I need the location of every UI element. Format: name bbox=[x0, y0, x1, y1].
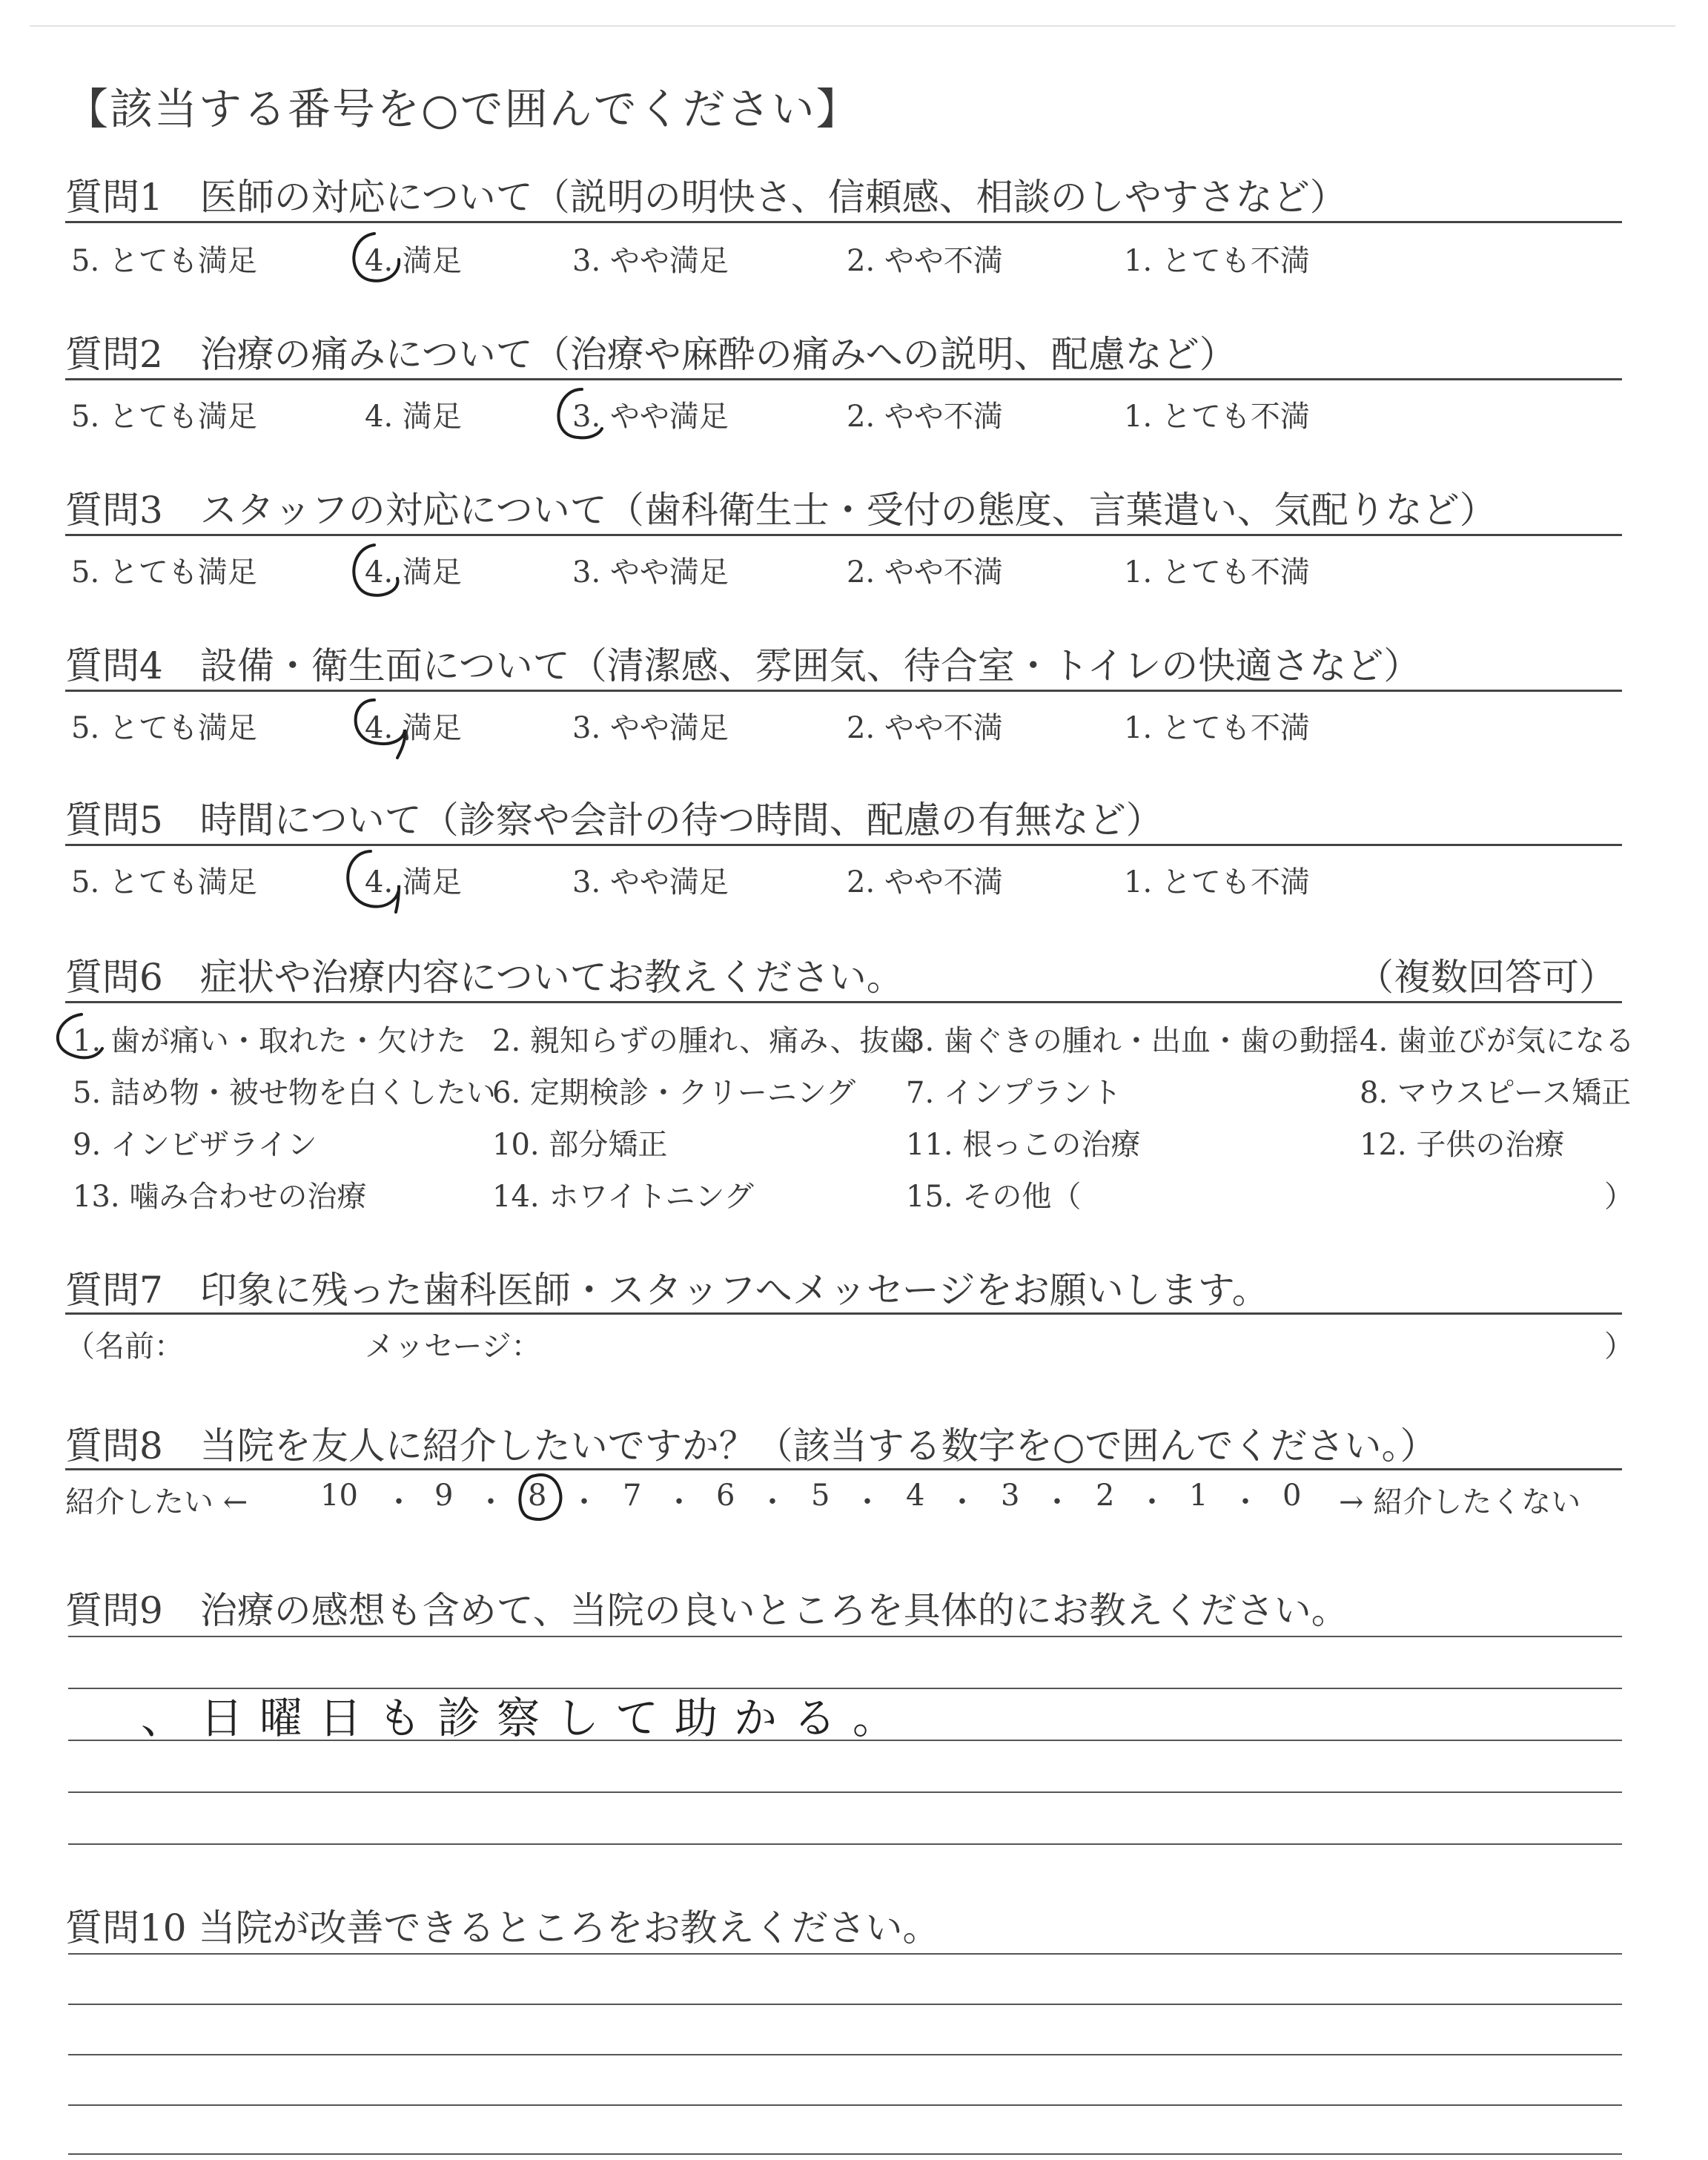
q2-option-5[interactable]: 5. とても満足 bbox=[71, 400, 257, 434]
q6-item-13[interactable]: 13. 噛み合わせの治療 bbox=[73, 1180, 367, 1214]
q6-item-11[interactable]: 11. 根っこの治療 bbox=[906, 1128, 1141, 1162]
q3-option-1[interactable]: 1. とても不満 bbox=[1124, 555, 1310, 589]
q2-circle-mark bbox=[558, 389, 602, 437]
question-1-title: 質問1 医師の対応について（説明の明快さ、信頼感、相談のしやすさなど） bbox=[65, 176, 1347, 219]
question-9-title: 質問9 治療の感想も含めて、当院の良いところを具体的にお教えください。 bbox=[65, 1589, 1348, 1632]
q6-item-12[interactable]: 12. 子供の治療 bbox=[1360, 1128, 1565, 1162]
q8-score-9[interactable]: 9 bbox=[434, 1479, 454, 1513]
q8-right-label: → 紹介したくない bbox=[1339, 1485, 1581, 1519]
q7-name-label: （名前： bbox=[65, 1330, 184, 1364]
q7-message-label: メッセージ： bbox=[365, 1330, 541, 1364]
q6-item-9[interactable]: 9. インビザライン bbox=[73, 1128, 317, 1162]
q2-option-2[interactable]: 2. やや不満 bbox=[847, 400, 1003, 434]
q8-left-label: 紹介したい ← bbox=[65, 1485, 248, 1519]
q8-sep: ・ bbox=[947, 1485, 977, 1519]
q1-circle-mark bbox=[354, 234, 399, 281]
q8-score-7[interactable]: 7 bbox=[623, 1479, 642, 1513]
q3-option-2[interactable]: 2. やや不満 bbox=[847, 555, 1003, 589]
q2-option-3[interactable]: 3. やや満足 bbox=[572, 400, 729, 434]
q6-item-8[interactable]: 8. マウスピース矯正 bbox=[1360, 1076, 1632, 1110]
q2-option-4[interactable]: 4. 満足 bbox=[365, 400, 462, 434]
q8-score-2[interactable]: 2 bbox=[1096, 1479, 1115, 1513]
q6-item-5[interactable]: 5. 詰め物・被せ物を白くしたい bbox=[73, 1076, 496, 1110]
q6-other-close: ） bbox=[1604, 1180, 1634, 1214]
question-10-title: 質問10 当院が改善できるところをお教えください。 bbox=[65, 1906, 940, 1949]
q3-option-4[interactable]: 4. 満足 bbox=[365, 555, 462, 589]
question-7-title: 質問7 印象に残った歯科医師・スタッフへメッセージをお願いします。 bbox=[65, 1269, 1269, 1312]
q6-item-14[interactable]: 14. ホワイトニング bbox=[492, 1180, 754, 1214]
q8-score-5[interactable]: 5 bbox=[811, 1479, 830, 1513]
q9-handwritten-answer: 、日曜日も診察して助かる。 bbox=[141, 1693, 913, 1743]
q8-sep: ・ bbox=[664, 1485, 694, 1519]
q4-option-4[interactable]: 4. 満足 bbox=[365, 711, 462, 745]
question-4-title: 質問4 設備・衛生面について（清潔感、雰囲気、待合室・トイレの快適さなど） bbox=[65, 644, 1421, 687]
q8-score-4[interactable]: 4 bbox=[906, 1479, 925, 1513]
q1-option-2[interactable]: 2. やや不満 bbox=[847, 244, 1003, 278]
q6-item-1[interactable]: 1. 歯が痛い・取れた・欠けた bbox=[73, 1024, 466, 1058]
q5-circle-mark bbox=[348, 851, 399, 912]
q8-circle-mark bbox=[520, 1475, 560, 1519]
q5-option-4[interactable]: 4. 満足 bbox=[365, 865, 462, 899]
page-heading: 【該当する番号を○で囲んでください】 bbox=[65, 84, 861, 134]
q4-circle-mark bbox=[356, 700, 406, 758]
q7-close: ） bbox=[1604, 1330, 1634, 1364]
q8-sep: ・ bbox=[758, 1485, 787, 1519]
q6-item-3[interactable]: 3. 歯ぐきの腫れ・出血・歯の動揺 bbox=[906, 1024, 1359, 1058]
q8-score-8[interactable]: 8 bbox=[528, 1479, 547, 1513]
q8-sep: ・ bbox=[476, 1485, 506, 1519]
q1-option-1[interactable]: 1. とても不満 bbox=[1124, 244, 1310, 278]
q8-sep: ・ bbox=[384, 1485, 414, 1519]
q8-sep: ・ bbox=[1042, 1485, 1072, 1519]
q4-option-1[interactable]: 1. とても不満 bbox=[1124, 711, 1310, 745]
question-5-title: 質問5 時間について（診察や会計の待つ時間、配慮の有無など） bbox=[65, 799, 1163, 842]
q1-option-3[interactable]: 3. やや満足 bbox=[572, 244, 729, 278]
q8-score-3[interactable]: 3 bbox=[1001, 1479, 1020, 1513]
q5-option-3[interactable]: 3. やや満足 bbox=[572, 865, 729, 899]
q3-option-3[interactable]: 3. やや満足 bbox=[572, 555, 729, 589]
q6-item-15[interactable]: 15. その他（ bbox=[906, 1180, 1082, 1214]
q1-option-5[interactable]: 5. とても満足 bbox=[71, 244, 257, 278]
q8-sep: ・ bbox=[853, 1485, 882, 1519]
q5-option-1[interactable]: 1. とても不満 bbox=[1124, 865, 1310, 899]
q6-item-6[interactable]: 6. 定期検診・クリーニング bbox=[492, 1076, 856, 1110]
question-6-title: 質問6 症状や治療内容についてお教えください。 bbox=[65, 956, 904, 999]
q3-option-5[interactable]: 5. とても満足 bbox=[71, 555, 257, 589]
question-3-title: 質問3 スタッフの対応について（歯科衛生士・受付の態度、言葉遣い、気配りなど） bbox=[65, 489, 1497, 532]
q6-item-4[interactable]: 4. 歯並びが気になる bbox=[1360, 1024, 1635, 1058]
q8-score-1[interactable]: 1 bbox=[1189, 1479, 1208, 1513]
q8-score-6[interactable]: 6 bbox=[716, 1479, 735, 1513]
q8-score-0[interactable]: 0 bbox=[1282, 1479, 1302, 1513]
q4-option-2[interactable]: 2. やや不満 bbox=[847, 711, 1003, 745]
q2-option-1[interactable]: 1. とても不満 bbox=[1124, 400, 1310, 434]
question-8-title: 質問8 当院を友人に紹介したいですか？（該当する数字を○で囲んでください。） bbox=[65, 1424, 1437, 1467]
q6-item-2[interactable]: 2. 親知らずの腫れ、痛み、抜歯 bbox=[492, 1024, 919, 1058]
q4-option-5[interactable]: 5. とても満足 bbox=[71, 711, 257, 745]
q5-option-5[interactable]: 5. とても満足 bbox=[71, 865, 257, 899]
question-6-note: （複数回答可） bbox=[1357, 956, 1616, 999]
q3-circle-mark bbox=[354, 545, 397, 595]
q6-item-7[interactable]: 7. インプラント bbox=[906, 1076, 1122, 1110]
q1-option-4[interactable]: 4. 満足 bbox=[365, 244, 462, 278]
q8-sep: ・ bbox=[1137, 1485, 1167, 1519]
question-2-title: 質問2 治療の痛みについて（治療や麻酔の痛みへの説明、配慮など） bbox=[65, 333, 1237, 376]
q5-option-2[interactable]: 2. やや不満 bbox=[847, 865, 1003, 899]
q4-option-3[interactable]: 3. やや満足 bbox=[572, 711, 729, 745]
q6-circle-mark bbox=[58, 1014, 102, 1057]
q8-sep: ・ bbox=[569, 1485, 599, 1519]
q6-item-10[interactable]: 10. 部分矯正 bbox=[492, 1128, 668, 1162]
q8-score-10[interactable]: 10 bbox=[320, 1479, 358, 1513]
q8-sep: ・ bbox=[1231, 1485, 1260, 1519]
